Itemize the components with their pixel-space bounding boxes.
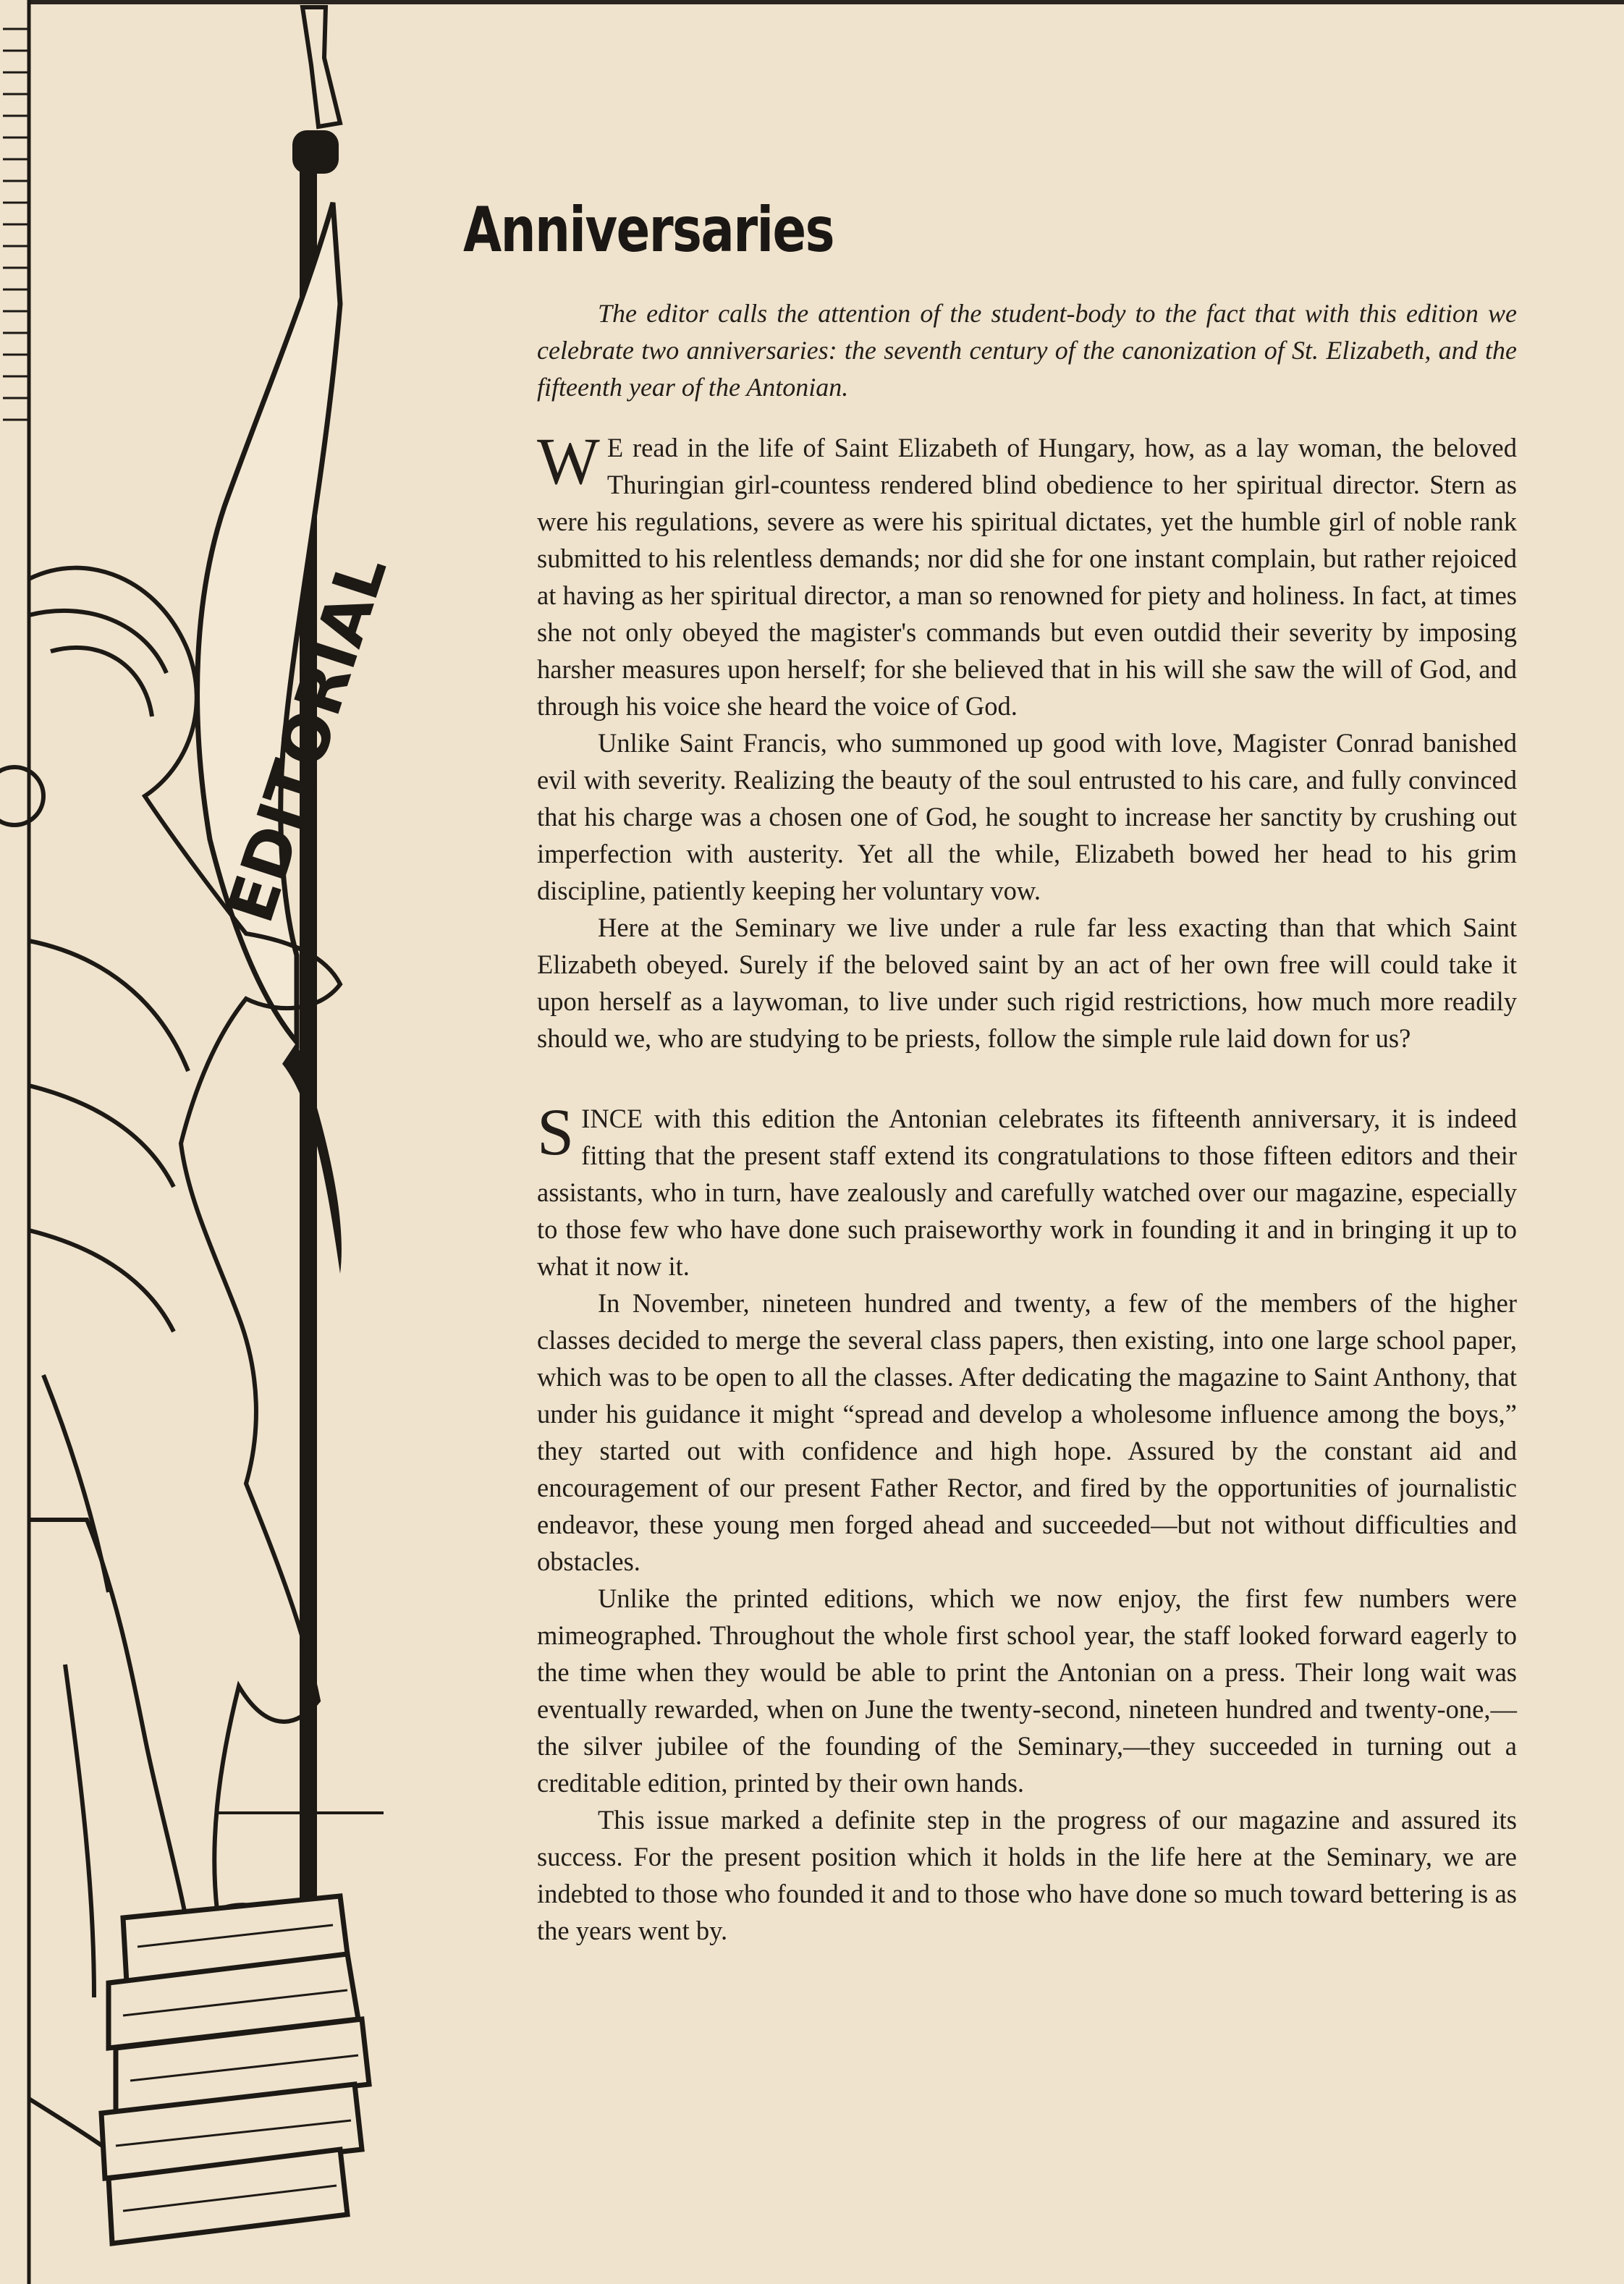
article-body: [537, 295, 1517, 1949]
paragraph-4: [537, 1095, 1517, 1285]
paragraph-2: Unlike Saint Francis, who summoned up good with love, Magister Conrad banished evil with severity. Realizing the beauty of the soul entrusted to his care, and fully convinced that his charge was a chosen one of God, he sought to increase her sanctity by crushing out imperfection with austerity. Yet all the while, Elizabeth bowed her head to his grim discipline, patiently keeping her voluntary vow.: [537, 728, 1517, 905]
paragraph-6: Unlike the printed editions, which we now enjoy, the first few numbers were mimeographed. Throughout the whole first school year, the staff looked forward eagerly to the time when they would be able to print the Antonian on a press. Their long wait was eventually rewarded, when on June the twenty-second, nineteen hundred and twenty-one,— the silver jubilee of the founding of the Seminary,—they succeeded in turning out a creditable edition, printed by their own hands.: [537, 1583, 1517, 1798]
paragraph-5: In November, nineteen hundred and twenty, a few of the members of the higher classes decided to merge the several class papers, then existing, into one large school paper, which was to be open to all the classes. After dedicating the magazine to Saint Anthony, that under his guidance it might “spread and develop a wholesome influence among the boys,” they started out with confidence and high hope. Assured by the constant aid and encouragement of our present Father Rector, and fired by the opportunities of journalistic endeavor, these young men forged ahead and succeeded—but not without difficulties and obstacles.: [537, 1288, 1517, 1576]
knight-illustration: [0, 0, 405, 2284]
dropcap-w: W: [537, 424, 600, 498]
article-title: Anniversaries: [463, 194, 834, 266]
paragraph-4-text: INCE with this edition the Antonian celebrates its fifteenth anniversary, it is indeed fitting that the present staff extend its congratulations to those fifteen editors and their assistants, who in turn, have zealously and carefully watched over our magazine, especially to those few who have done such praiseworthy work in founding it and in bringing it up to what it now it.: [537, 1104, 1517, 1281]
editor-note: The editor calls the attention of the student-body to the fact that with this edition we celebrate two anniversaries: the seventh century of the canonization of St. Elizabeth, and the fifteenth year of the Antonian.: [537, 299, 1517, 402]
paragraph-3: Here at the Seminary we live under a rule far less exacting than that which Saint Elizabeth obeyed. Surely if the beloved saint by an act of her own free will could take it upon herself as a laywoman, to live under such rigid restrictions, how much more readily should we, who are studying to be priests, follow the simple rule laid down for us?: [537, 913, 1517, 1053]
paragraph-1-text: E read in the life of Saint Elizabeth of Hungary, how, as a lay woman, the beloved Thuringian girl-countess rendered blind obedience to her spiritual director. Stern as were his regulations, severe as were his spiritual dictates, yet the humble girl of noble rank submitted to his relentless demands; nor did she for one instant complain, but rather rejoiced at having as her spiritual director, a man so renowned for piety and holiness. In fact, at times she not only obeyed the magister's commands but even outdid their severity by imposing harsher measures upon herself; for she believed that in his will she saw the will of God, and through his voice she heard the voice of God.: [537, 433, 1517, 721]
editorial-banner: [198, 203, 402, 1274]
banner-text: EDITORIAL: [213, 546, 402, 931]
paragraph-7: This issue marked a definite step in the progress of our magazine and assured its success. For the present position which it holds in the life here at the Seminary, we are indebted to those who founded it and to those who have done so much toward bettering is as the years went by.: [537, 1805, 1517, 1945]
left-border-strip: [0, 0, 30, 2284]
dropcap-s: S: [537, 1095, 575, 1169]
paragraph-1: [537, 424, 1517, 724]
